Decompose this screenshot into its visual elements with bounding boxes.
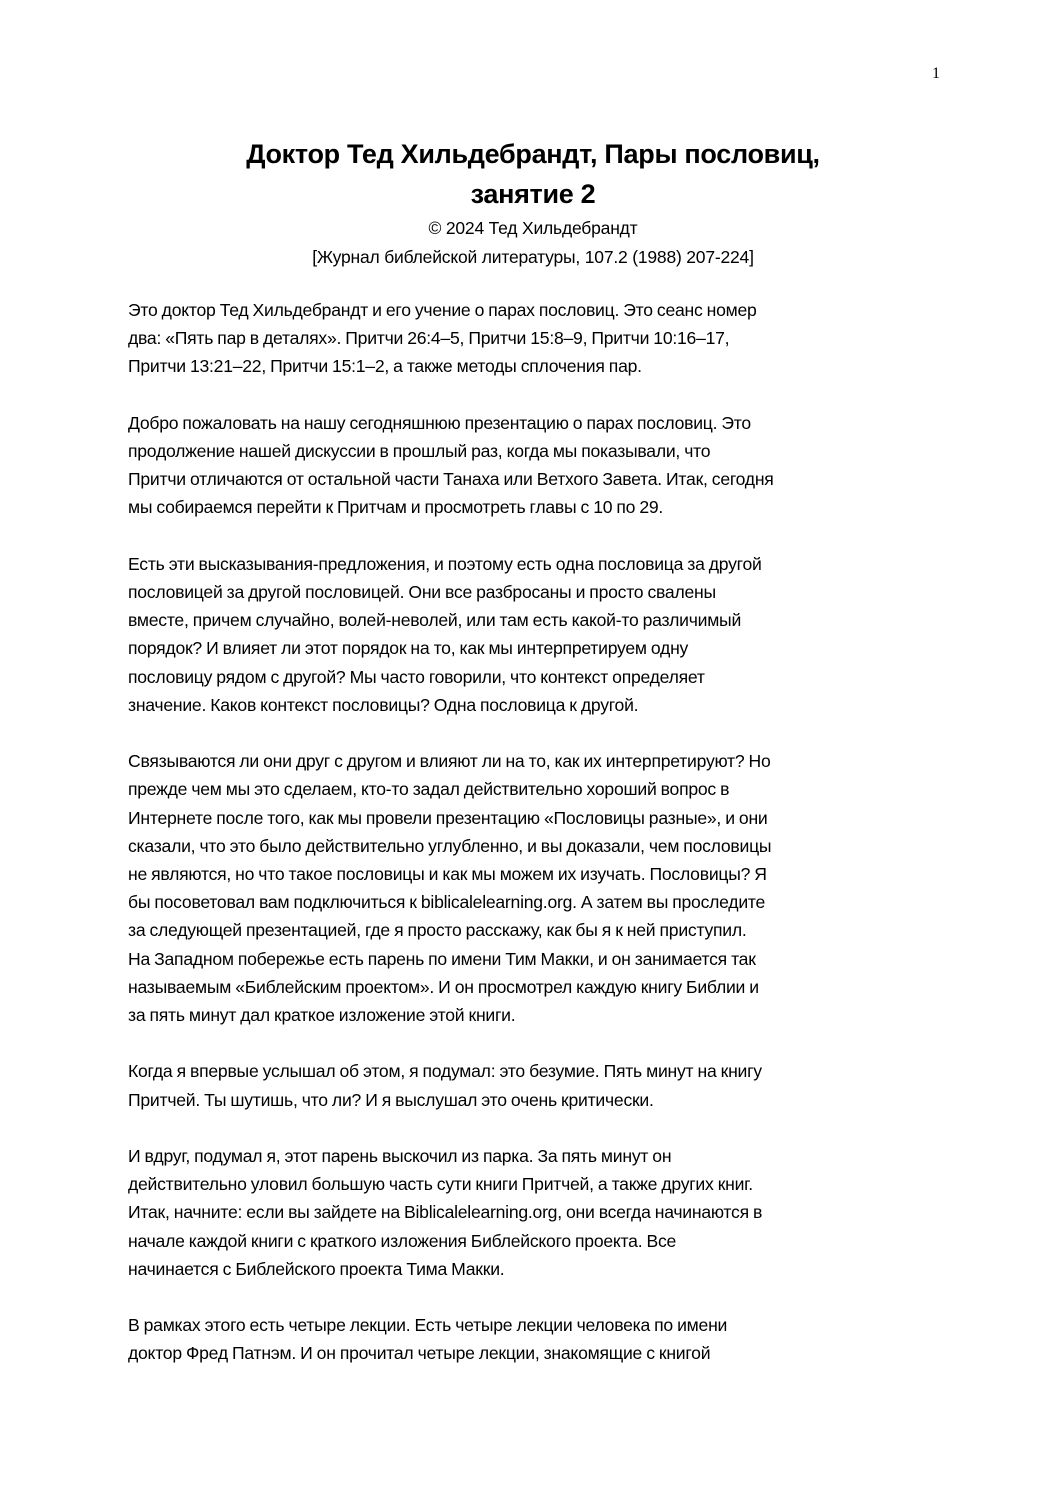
- text-line: пословицу рядом с другой? Мы часто говорили, что контекст определяет: [128, 666, 705, 687]
- text-line: Когда я впервые услышал об этом, я подумал: это безумие. Пять минут на книгу: [128, 1061, 762, 1082]
- text-line: вместе, причем случайно, волей-неволей, или там есть какой-то различимый: [128, 610, 742, 631]
- text-line: порядок? И влияет ли этот порядок на то, как мы интерпретируем одну: [128, 638, 689, 659]
- text-line: действительно уловил большую часть сути книги Притчей, а также других книг.: [128, 1174, 753, 1195]
- text-line: Это доктор Тед Хильдебрандт и его учение о парах пословиц. Это сеанс номер: [128, 300, 757, 320]
- text-line: прежде чем мы это сделаем, кто-то задал действительно хороший вопрос в: [128, 779, 730, 800]
- text-line: Итак, начните: если вы зайдете на Biblicalelearning.org, они всегда начинаются в: [128, 1202, 763, 1223]
- text-line: за пять минут дал краткое изложение этой книги.: [128, 1005, 516, 1026]
- text-line: Притчи 13:21–22, Притчи 15:1–2, а также методы сплочения пар.: [128, 356, 642, 377]
- text-line: На Западном побережье есть парень по имени Тим Макки, и он занимается так: [128, 948, 756, 969]
- text-line: Притчи отличаются от остальной части Танаха или Ветхого Завета. Итак, сегодня: [128, 469, 774, 490]
- text-line: В рамках этого есть четыре лекции. Есть четыре лекции человека по имени: [128, 1315, 728, 1336]
- text-line: пословицей за другой пословицей. Они все разбросаны и просто свалены: [128, 582, 716, 602]
- text-line: начале каждой книги с краткого изложения Библейского проекта. Все: [128, 1230, 677, 1251]
- text-line: продолжение нашей дискуссии в прошлый раз, когда мы показывали, что: [128, 441, 711, 461]
- document-header: [128, 134, 938, 272]
- text-line: И вдруг, подумал я, этот парень выскочил из парка. За пять минут он: [128, 1146, 672, 1167]
- journal-citation: [Журнал библейской литературы, 107.2 (1988) 207-224]: [312, 247, 754, 267]
- text-line: за следующей презентацией, где я просто расскажу, как бы я к ней приступил.: [128, 920, 747, 941]
- paragraph-sentence-sayings: [128, 550, 940, 719]
- paragraph-bible-project: [128, 747, 940, 1029]
- title-line-2: занятие 2: [470, 179, 596, 209]
- text-line: Связываются ли они друг с другом и влияют ли на то, как их интерпретируют? Но: [128, 751, 771, 772]
- title-line-1: Доктор Тед Хильдебрандт, Пары пословиц,: [246, 139, 820, 169]
- text-line: два: «Пять пар в деталях». Притчи 26:4–5, Притчи 15:8–9, Притчи 10:16–17,: [128, 328, 730, 349]
- document-title: [128, 134, 938, 214]
- page-number: 1: [932, 65, 940, 82]
- text-line: называемым «Библейским проектом». И он просмотрел каждую книгу Библии и: [128, 976, 759, 997]
- paragraph-intro: [128, 296, 940, 381]
- text-line: значение. Каков контекст пословицы? Одна пословица к другой.: [128, 694, 639, 715]
- document-body: [128, 296, 940, 1396]
- text-line: начинается с Библейского проекта Тима Макки.: [128, 1258, 505, 1279]
- copyright-notice: © 2024 Тед Хильдебрандт: [428, 218, 638, 238]
- paragraph-welcome: [128, 409, 940, 522]
- paragraph-four-lectures: [128, 1311, 940, 1367]
- text-line: мы собираемся перейти к Притчам и просмотреть главы с 10 по 29.: [128, 497, 664, 518]
- text-line: бы посоветовал вам подключиться к biblicalelearning.org. А затем вы проследите: [128, 892, 766, 913]
- text-line: Добро пожаловать на нашу сегодняшнюю презентацию о парах пословиц. Это: [128, 412, 751, 433]
- text-line: не являются, но что такое пословицы и как мы можем их изучать. Пословицы? Я: [128, 864, 767, 885]
- text-line: Есть эти высказывания-предложения, и поэтому есть одна пословица за другой: [128, 553, 762, 574]
- paragraph-first-heard: [128, 1057, 940, 1113]
- text-line: сказали, что это было действительно углубленно, и вы доказали, чем пословицы: [128, 835, 772, 856]
- paragraph-out-of-park: [128, 1142, 940, 1283]
- text-line: Интернете после того, как мы провели презентацию «Пословицы разные», и они: [128, 807, 768, 828]
- text-line: Притчей. Ты шутишь, что ли? И я выслушал это очень критически.: [128, 1089, 654, 1110]
- text-line: доктор Фред Патнэм. И он прочитал четыре лекции, знакомящие с книгой: [128, 1343, 711, 1364]
